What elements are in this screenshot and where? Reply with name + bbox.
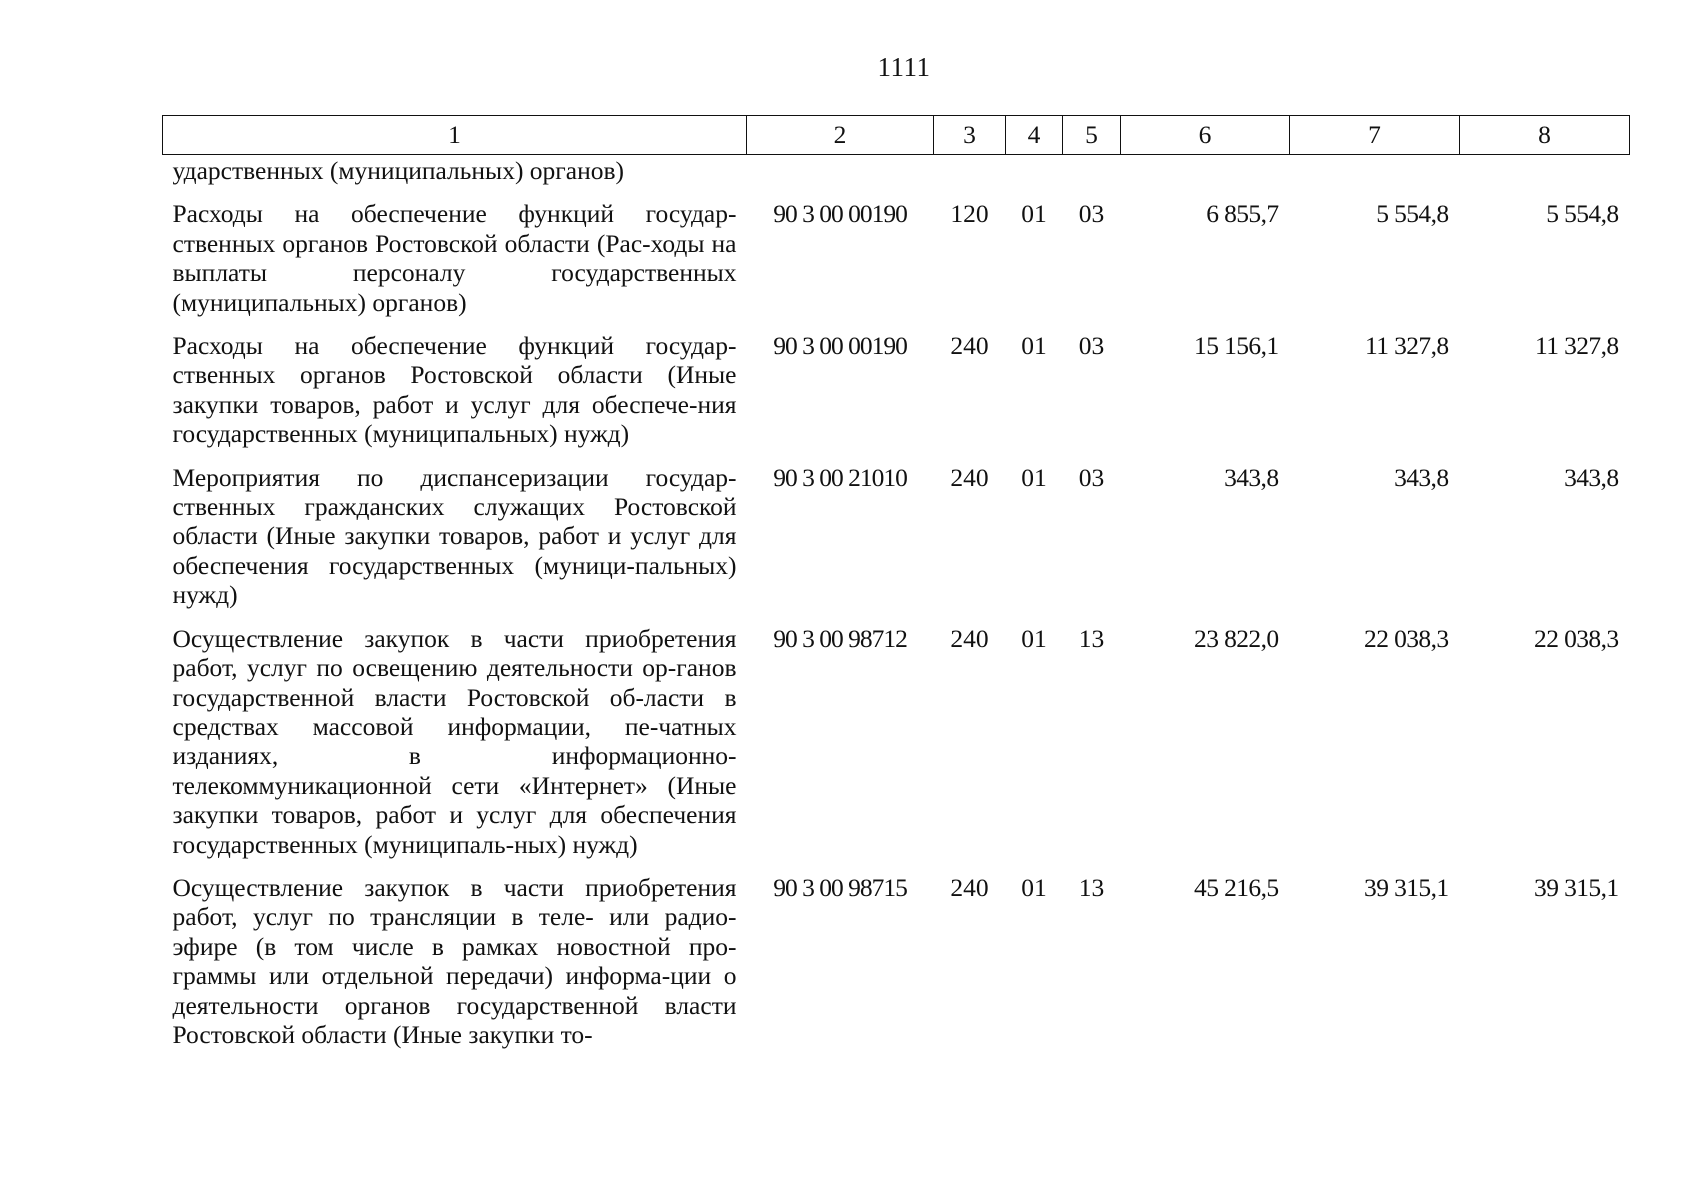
column-header-1: 1 xyxy=(163,116,747,155)
column-header-7: 7 xyxy=(1290,116,1460,155)
row-expense-type: 240 xyxy=(950,623,989,653)
row-expense-type: 240 xyxy=(950,872,989,902)
table-row xyxy=(163,859,1630,1049)
column-header-3: 3 xyxy=(934,116,1006,155)
row-subsection: 03 xyxy=(1078,462,1105,492)
table-row xyxy=(163,449,1630,610)
header-row xyxy=(163,116,1630,155)
row-amount-col8: 5 554,8 xyxy=(1546,199,1619,229)
row-target-code: 90 3 00 00190 xyxy=(773,199,907,229)
row-description: ударственных (муниципальных) органов) xyxy=(172,156,625,185)
row-subsection xyxy=(1063,155,1121,186)
row-expense-type: 120 xyxy=(950,199,989,229)
row-amount-col7: 5 554,8 xyxy=(1376,199,1449,229)
row-amount-col6: 45 216,5 xyxy=(1194,872,1279,902)
row-amount-col7 xyxy=(1290,155,1460,186)
page-number: 1111 xyxy=(877,52,931,82)
row-amount-col8 xyxy=(1460,155,1630,186)
row-subsection: 03 xyxy=(1078,199,1105,229)
row-section: 01 xyxy=(1021,872,1047,902)
table-row xyxy=(163,155,1630,186)
row-amount-col6: 23 822,0 xyxy=(1194,623,1279,653)
row-amount-col6: 15 156,1 xyxy=(1194,331,1279,361)
budget-table xyxy=(162,115,1630,1049)
table-row xyxy=(163,610,1630,859)
row-amount-col7: 22 038,3 xyxy=(1364,623,1449,653)
row-amount-col7: 343,8 xyxy=(1394,462,1449,492)
row-amount-col7: 11 327,8 xyxy=(1364,331,1449,361)
row-subsection: 13 xyxy=(1078,623,1105,653)
row-amount-col8: 11 327,8 xyxy=(1534,331,1619,361)
column-header-6: 6 xyxy=(1121,116,1290,155)
row-description: Осуществление закупок в части приобретения работ, услуг по освещению деятельности ор-ганов государственной власти Ростовской об-ласти в средствах массовой информации, пе-чатных изданиях, в информационно-телекоммуникационной сети «Интернет» (Иные закупки товаров, работ и услуг для обеспечения государственных (муниципаль-ных) нужд) xyxy=(172,623,737,859)
row-amount-col6 xyxy=(1121,155,1290,186)
row-subsection: 13 xyxy=(1078,872,1105,902)
column-header-8: 8 xyxy=(1460,116,1630,155)
table-header xyxy=(163,116,1630,155)
row-section: 01 xyxy=(1021,623,1047,653)
row-amount-col8: 39 315,1 xyxy=(1534,872,1619,902)
row-description: Расходы на обеспечение функций государ-ственных органов Ростовской области (Рас-ходы на выплаты персоналу государственных (муниципальных) органов) xyxy=(172,199,737,317)
row-section: 01 xyxy=(1021,462,1047,492)
row-target-code: 90 3 00 00190 xyxy=(773,331,907,361)
row-amount-col6: 6 855,7 xyxy=(1206,199,1279,229)
column-header-2: 2 xyxy=(747,116,934,155)
row-subsection: 03 xyxy=(1078,331,1105,361)
row-amount-col6: 343,8 xyxy=(1224,462,1279,492)
row-target-code: 90 3 00 98712 xyxy=(773,623,907,653)
row-target-code xyxy=(747,155,934,186)
row-amount-col7: 39 315,1 xyxy=(1364,872,1449,902)
row-description: Расходы на обеспечение функций государ-ственных органов Ростовской области (Иные закупки товаров, работ и услуг для обеспече-ния государственных (муниципальных) нужд) xyxy=(172,331,737,449)
column-header-5: 5 xyxy=(1063,116,1121,155)
table-body xyxy=(163,155,1630,1050)
row-expense-type xyxy=(934,155,1006,186)
row-description: Осуществление закупок в части приобретения работ, услуг по трансляции в теле- или радио-эфире (в том числе в рамках новостной про-граммы или отдельной передачи) информа-ции о деятельности органов государственной власти Ростовской области (Иные закупки то- xyxy=(172,872,737,1049)
row-expense-type: 240 xyxy=(950,462,989,492)
row-section: 01 xyxy=(1021,199,1047,229)
row-section xyxy=(1006,155,1063,186)
row-expense-type: 240 xyxy=(950,331,989,361)
row-section: 01 xyxy=(1021,331,1047,361)
row-amount-col8: 22 038,3 xyxy=(1534,623,1619,653)
row-amount-col8: 343,8 xyxy=(1564,462,1619,492)
column-header-4: 4 xyxy=(1006,116,1063,155)
row-target-code: 90 3 00 21010 xyxy=(773,462,907,492)
row-target-code: 90 3 00 98715 xyxy=(773,872,907,902)
table-row xyxy=(163,185,1630,317)
row-description: Мероприятия по диспансеризации государ-ственных гражданских служащих Ростовской области (Иные закупки товаров, работ и услуг для обеспечения государственных (муници-пальных) нужд) xyxy=(172,462,737,610)
table-row xyxy=(163,317,1630,449)
